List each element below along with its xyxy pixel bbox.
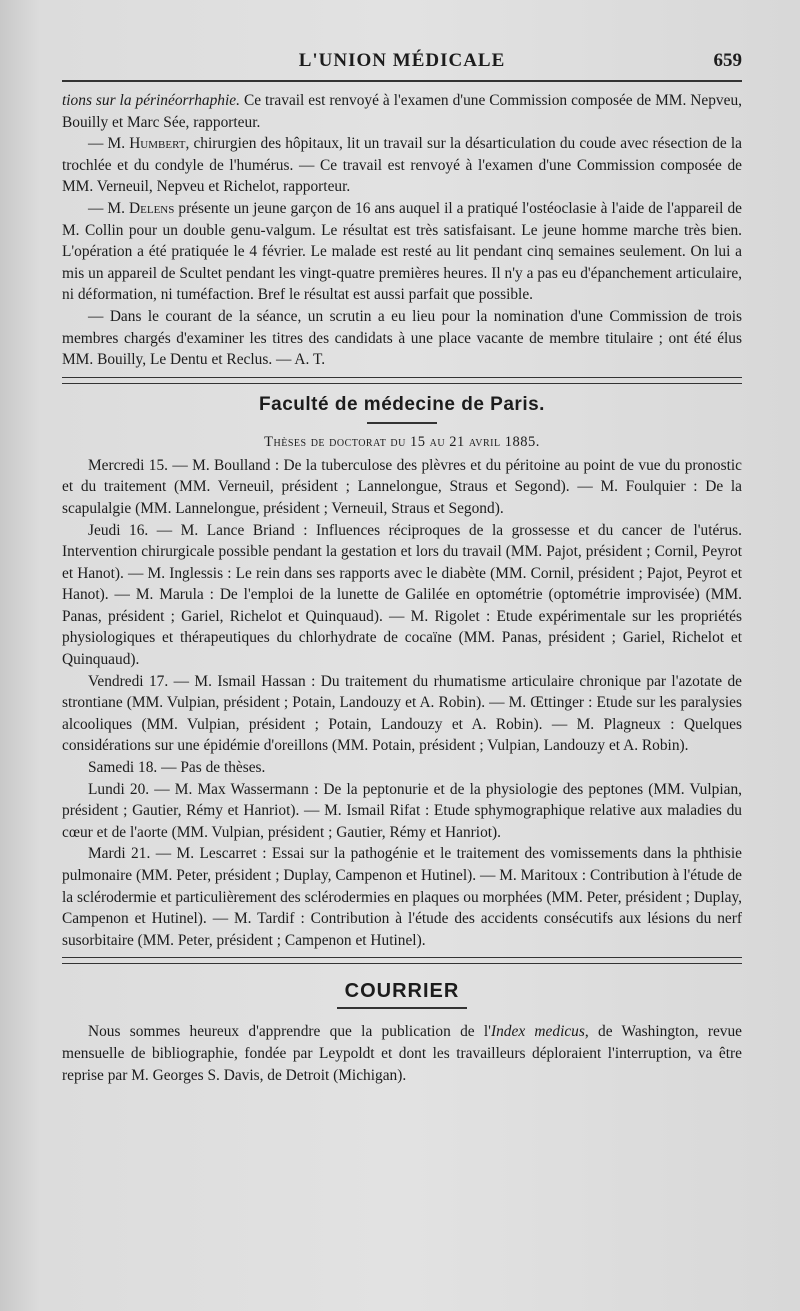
paragraph-text: Ce travail est renvoyé à l'examen d'une Commission composée de MM. Nepveu, Bouilly et Marc Sée, rapporteur. [62,92,742,131]
paragraph-lead: — M. [88,199,130,217]
paragraph-humbert [62,133,742,198]
section-divider [62,957,742,964]
theses-subtitle: Thèses de doctorat du 15 au 21 avril 1885. [264,433,540,450]
paragraph-lead: — M. [88,135,130,153]
header-rule [62,80,742,82]
paragraph-text: Nous sommes heureux d'apprendre que la publication de l' [88,1023,491,1041]
italic-title: tions sur la périnéorrhaphie. [62,92,240,109]
paragraph-text: présente un jeune garçon de 16 ans auquel il a pratiqué l'ostéoclasie à l'aide de l'appareil de M. Collin pour un double genu-valgum. Le résultat est très satisfaisant. Le jeune homme marche très bien. L'opération a été pratiquée le 4 février. Le malade est resté au lit pendant cinq semaines seulement. On lui a mis un appareil de Scultet pendant les vingt-quatre premières heures. Il n'y a pas eu d'épanchement articulaire, ni déformation, ni tuméfaction. Bref le résultat est aussi parfait que possible. [62,199,742,304]
thesis-day-entry: Samedi 18. — Pas de thèses. [88,759,266,777]
title-underline [367,422,437,424]
running-title: L'UNION MÉDICALE [298,50,506,71]
paragraph-courrier [62,1021,742,1086]
paragraph-text: , chirurgien des hôpitaux, lit un travail sur la désarticulation du coude avec résection de la trochlée et du condyle de l'humérus. — Ce travail est renvoyé à l'examen d'une Commission composée de MM. Verneuil, Nepveu et Richelot, rapporteur. [62,135,743,196]
italic-title: Index medicus [490,1023,585,1041]
page-number: 659 [713,50,742,71]
thesis-day-entry: Lundi 20. — M. Max Wassermann : De la peptonurie et de la physiologie des peptones (MM. Vulpian, président ; Gautier, Rémy et Hanriot). — M. Ismail Rifat : Etude sphymographique relative aux maladies du cœur et de l'aorte (MM. Vulpian, président ; Gautier, Rémy et Hanriot). [62,780,742,841]
thesis-day-entry: Vendredi 17. — M. Ismail Hassan : Du traitement du rhumatisme articulaire chronique par l'azotate de strontiane (MM. Vulpian, président ; Potain, Landouzy et A. Robin). — M. Œttinger : Etude sur les paralysies alcooliques (MM. Vulpian, président ; Potain, Landouzy et A. Robin). — M. Plagneux : Quelques considérations sur une épidémie d'oreillons (MM. Potain, président ; Vulpian, Landouzy et A. Robin). [62,672,742,755]
title-underline [337,1007,467,1009]
section-title-courrier: COURRIER [344,980,460,1003]
paragraph-delens [62,198,742,306]
paragraph-scrutin: — Dans le courant de la séance, un scrutin a eu lieu pour la nomination d'une Commission de trois membres chargés d'examiner les titres des candidats à une place vacante de membre titulaire ; ont été élus MM. Bouilly, Le Dentu et Reclus. — A. T. [62,307,742,369]
page-header [62,44,742,78]
author-name: Humbert [129,135,186,153]
section-title-faculte: Faculté de médecine de Paris. [259,393,545,415]
paragraph-perineorrhaphie [62,90,742,133]
section-divider [62,377,742,384]
thesis-day-entry: Mercredi 15. — M. Boulland : De la tuberculose des plèvres et du péritoine au point de vue du pronostic et du traitement (MM. Verneuil, président ; Lannelongue, Straus et Segond). — M. Foulquier : De la scapulalgie (MM. Lannelongue, président ; Verneuil, Straus et Segond). [62,456,742,517]
author-name: Delens [129,199,175,217]
thesis-day-entry: Mardi 21. — M. Lescarret : Essai sur la pathogénie et le traitement des vomissements dans la phthisie pulmonaire (MM. Peter, président ; Duplay, Campenon et Hutinel). — M. Maritoux : Contribution à l'étude de la sclérodermie et particulièrement des sclérodermies en plaques ou morphées (MM. Peter, président ; Duplay, Campenon et Hutinel). — M. Tardif : Contribution à l'étude des accidents consécutifs aux lésions du nerf susorbitaire (MM. Peter, président ; Campenon et Hutinel). [62,845,742,949]
paragraph-text: , de Washington, revue mensuelle de bibliographie, fondée par Leypoldt et dont les travailleurs déploraient l'interruption, va être reprise par M. Georges S. Davis, de Detroit (Michigan). [62,1023,743,1084]
thesis-day-entry: Jeudi 16. — M. Lance Briand : Influences réciproques de la grossesse et du cancer de l'utérus. Intervention chirurgicale possible pendant la gestation et lors du travail (MM. Pajot, président ; Cornil, Peyrot et Hanot). — M. Inglessis : Le rein dans ses rapports avec le diabète (MM. Cornil, président ; Pajot, Peyrot et Hanot). — M. Marula : De l'emploi de la lunette de Galilée en optométrie (optométrie improvisée) (MM. Panas, président ; Gariel, Richelot et Quinquaud). — M. Rigolet : Etude expérimentale sur les propriétés physiologiques et thérapeutiques du chlorhydrate de cocaïne (MM. Panas, président ; Gariel, Richelot et Quinquaud). [62,521,742,669]
